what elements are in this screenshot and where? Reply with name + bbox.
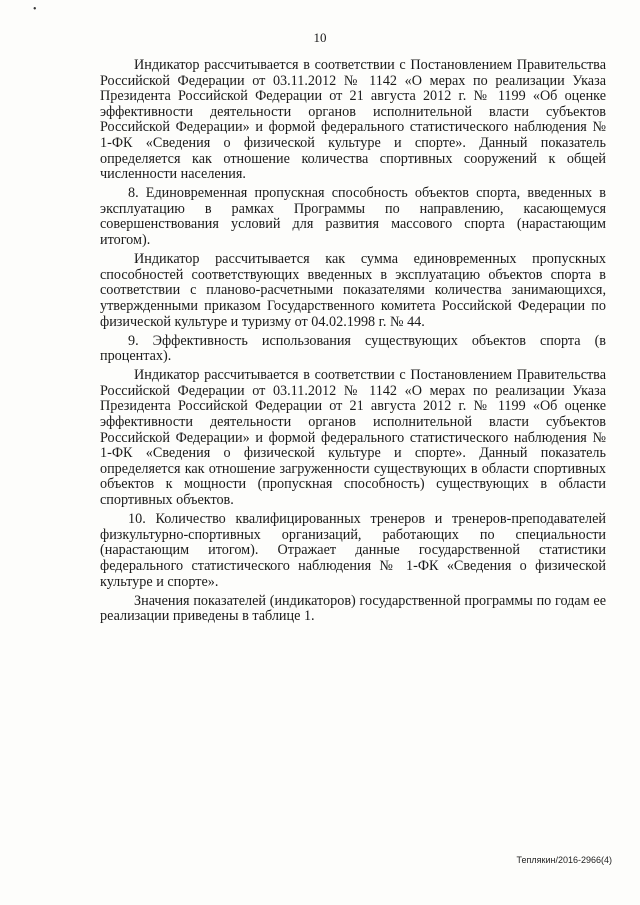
paragraph-table-reference: Значения показателей (индикаторов) государственной программы по годам ее реализации приведены в таблице 1. (100, 592, 606, 625)
document-body (100, 58, 606, 628)
paragraph-indicator-8-method: Индикатор рассчитывается как сумма единовременных пропускных способностей соответствующих введенных в эксплуатацию объектов спорта в соответствии с планово-расчетными показателями количества занимающихся, утвержденными приказом Государственного комитета Российской Федерации по физической культуре и туризму от 04.02.1998 г. № 44. (100, 251, 606, 330)
paragraph-item-8: 8. Единовременная пропускная способность объектов спорта, введенных в эксплуатацию в рамках Программы по направлению, касающемуся совершенствования условий для развития массового спорта (нарастающим итогом). (100, 185, 606, 249)
corner-mark: • (33, 4, 37, 15)
page-number: 10 (313, 30, 327, 45)
paragraph-indicator-9-method: Индикатор рассчитывается в соответствии с Постановлением Правительства Российской Федерации от 03.11.2012 № 1142 «О мерах по реализации Указа Президента Российской Федерации от 21 августа 2012 г. № 1199 «Об оценке эффективности деятельности органов исполнительной власти субъектов Российской Федерации» и формой федерального статистического наблюдения № 1-ФК «Сведения о физической культуре и спорте». Данный показатель определяется как отношение загруженности существующих в области спортивных объектов к мощности (пропускная способность) существующих в области спортивных объектов. (100, 367, 606, 509)
paragraph-indicator-7-method: Индикатор рассчитывается в соответствии с Постановлением Правительства Российской Федерации от 03.11.2012 № 1142 «О мерах по реализации Указа Президента Российской Федерации от 21 августа 2012 г. № 1199 «Об оценке эффективности деятельности органов исполнительной власти субъектов Российской Федерации» и формой федерального статистического наблюдения № 1-ФК «Сведения о физической культуре и спорте». Данный показатель определяется как отношение количества спортивных сооружений к общей численности населения. (100, 57, 606, 183)
paragraph-item-10: 10. Количество квалифицированных тренеров и тренеров-преподавателей физкультурно-спортивных организаций, работающих по специальности (нарастающим итогом). Отражает данные государственной статистики федерального статистического наблюдения № 1-ФК «Сведения о физической культуре и спорте». (100, 511, 606, 590)
footer-document-code: Теплякин/2016-2966(4) (516, 855, 612, 865)
paragraph-item-9: 9. Эффективность использования существующих объектов спорта (в процентах). (100, 332, 606, 365)
